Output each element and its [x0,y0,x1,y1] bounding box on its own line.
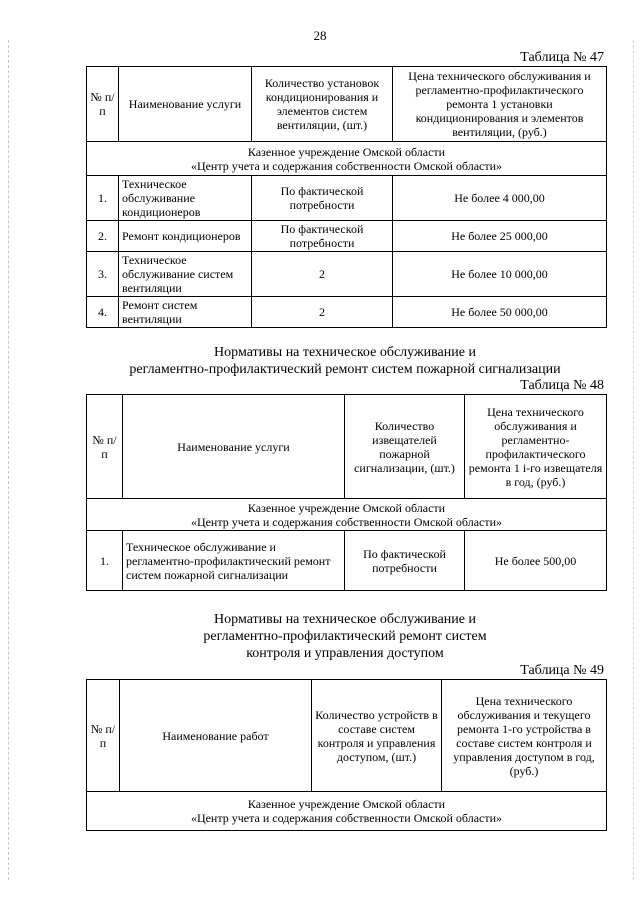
table-49 [86,679,607,831]
row-qty: По фактической потребности [252,176,393,221]
table-49-org-row [87,792,607,831]
row-qty: По фактической потребности [252,221,393,252]
header-name: Наименование работ [120,680,312,792]
row-name: Ремонт систем вентиляции [119,297,252,328]
table-48-header-row [87,395,607,499]
org-line-1: Казенное учреждение Омской области [247,797,446,811]
table-row [87,221,607,252]
section-48-heading [80,344,610,378]
scan-edge-left [8,40,9,880]
row-qty: По фактической потребности [345,531,465,591]
section-49-heading [80,611,610,662]
row-num: 3. [87,252,119,297]
row-qty: 2 [252,297,393,328]
org-line-2: «Центр учета и содержания собственности Омской области» [190,514,503,529]
header-price: Цена технического обслуживания и регламентно-профилактического ремонта 1 установки кондиционирования и элементов вентиляции, (руб.) [393,67,607,142]
row-num: 1. [87,176,119,221]
table-47-org-row [87,142,607,176]
table-48-label: Таблица № 48 [520,378,604,393]
heading-line-3: контроля и управления доступом [246,646,444,661]
header-name: Наименование услуги [123,395,345,499]
table-row [87,176,607,221]
heading-line-2: регламентно-профилактический ремонт систем [203,629,487,644]
row-price: Не более 4 000,00 [393,176,607,221]
table-48 [86,394,607,591]
row-price: Не более 50 000,00 [393,297,607,328]
row-name: Техническое обслуживание кондиционеров [119,176,252,221]
header-name: Наименование услуги [119,67,252,142]
header-num: № п/п [87,67,119,142]
table-row [87,531,607,591]
row-num: 4. [87,297,119,328]
header-num: № п/п [87,395,123,499]
table-47 [86,66,607,328]
table-48-org-row [87,499,607,531]
header-qty: Количество установок кондиционирования и элементов систем вентиляции, (шт.) [252,67,393,142]
row-name: Ремонт кондиционеров [119,221,252,252]
page-number: 28 [313,28,327,43]
table-47-label: Таблица № 47 [520,50,604,65]
row-num: 1. [87,531,123,591]
heading-line-1: Нормативы на техническое обслуживание и [214,345,476,360]
table-row [87,252,607,297]
header-price: Цена технического обслуживания и регламентно-профилактического ремонта 1 i-го извещателя в год, (руб.) [465,395,607,499]
header-num: № п/п [87,680,120,792]
org-cell [87,792,607,831]
heading-line-1: Нормативы на техническое обслуживание и [214,612,476,627]
row-price: Не более 25 000,00 [393,221,607,252]
header-qty: Количество устройств в составе систем контроля и управления доступом, (шт.) [312,680,442,792]
org-line-1: Казенное учреждение Омской области [247,144,446,159]
scan-edge-right [633,40,634,880]
org-line-1: Казенное учреждение Омской области [247,500,446,515]
header-qty: Количество извещателей пожарной сигнализации, (шт.) [345,395,465,499]
org-line-2: «Центр учета и содержания собственности Омской области» [190,811,503,825]
org-cell [87,142,607,176]
table-49-header-row [87,680,607,792]
org-line-2: «Центр учета и содержания собственности Омской области» [190,158,503,173]
row-num: 2. [87,221,119,252]
org-cell [87,499,607,531]
row-name: Техническое обслуживание и регламентно-профилактический ремонт систем пожарной сигнализации [123,531,345,591]
table-row [87,297,607,328]
row-price: Не более 10 000,00 [393,252,607,297]
row-price: Не более 500,00 [465,531,607,591]
row-name: Техническое обслуживание систем вентиляции [119,252,252,297]
heading-line-2: регламентно-профилактический ремонт систем пожарной сигнализации [129,362,561,377]
table-49-label: Таблица № 49 [520,663,604,678]
table-47-header-row [87,67,607,142]
row-qty: 2 [252,252,393,297]
header-price: Цена технического обслуживания и текущего ремонта 1-го устройства в составе систем контроля и управления доступом в год, (руб.) [442,680,607,792]
